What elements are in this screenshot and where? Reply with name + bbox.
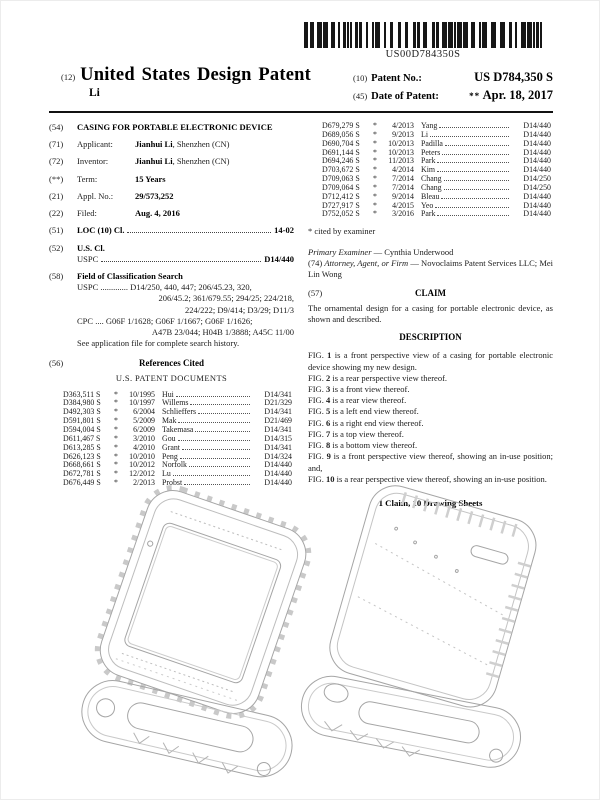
ref-examiner-star: * — [373, 182, 377, 192]
date-of-patent-value — [469, 86, 553, 104]
ref-date: 10/2010 — [129, 451, 155, 461]
inventor-name: Jianhui Li — [135, 156, 173, 167]
ref-date: 4/2013 — [392, 121, 414, 130]
description-heading: DESCRIPTION — [399, 332, 462, 343]
ref-inventor-name: Peng — [162, 451, 178, 461]
dotted-leader — [180, 458, 250, 459]
ref-inventor-name: Park — [421, 209, 436, 219]
figure-descriptions — [308, 350, 553, 485]
fig-text: is a front view thereof. — [332, 384, 410, 394]
ref-classification: D14/341 — [264, 424, 292, 434]
dotted-leader — [195, 431, 250, 432]
ref-inventor-name: Padilla — [421, 138, 443, 148]
dotted-leader — [178, 440, 250, 441]
loc-class-section — [49, 225, 294, 236]
references-cited-heading — [49, 358, 294, 370]
fig-prefix: FIG. — [308, 473, 324, 484]
ref-examiner-star: * — [373, 121, 377, 130]
ref-inventor-name: Lu — [162, 469, 171, 479]
ref-classification: D14/440 — [264, 460, 292, 470]
ref-inventor-name: Norfolk — [162, 460, 187, 470]
inid-code-51: (51) — [49, 225, 64, 236]
loc-value: 14-02 — [274, 225, 294, 236]
ref-patent-number: D363,511 S — [63, 389, 101, 399]
ref-classification: D14/440 — [523, 121, 551, 130]
dotted-leader — [101, 261, 261, 262]
ref-inventor-name: Grant — [162, 442, 180, 452]
search-history-note: See application file for complete search history. — [77, 338, 240, 349]
ref-classification: D14/315 — [264, 433, 292, 443]
primary-examiner-line — [308, 247, 553, 258]
fig-number: 4 — [325, 395, 331, 406]
dotted-leader — [437, 171, 509, 172]
inid-code-72: (72) — [49, 156, 64, 167]
ref-classification: D21/329 — [264, 398, 292, 408]
dotted-leader — [190, 404, 250, 405]
fig-number: 10 — [325, 473, 335, 484]
primary-examiner-name: — Cynthia Underwood — [373, 246, 454, 257]
applicant-location: , Shenzhen (CN) — [172, 139, 230, 150]
ref-examiner-star: * — [373, 156, 377, 166]
right-column — [308, 122, 553, 510]
term-value: 15 Years — [135, 173, 166, 184]
ref-inventor-name: Peters — [421, 147, 441, 157]
invention-title: CASING FOR PORTABLE ELECTRONIC DEVICE — [77, 122, 273, 132]
ref-patent-number: D752,052 S — [322, 209, 360, 219]
bibliographic-columns — [49, 122, 553, 510]
header-divider — [49, 111, 553, 113]
fig-text: is a left end view thereof. — [332, 406, 419, 417]
ref-date: 6/2004 — [133, 407, 155, 417]
ref-inventor-name: Probst — [162, 478, 183, 488]
us-cl-label: U.S. Cl. — [77, 242, 105, 253]
figure-description-line — [308, 350, 553, 372]
figure-description-line — [308, 440, 553, 451]
ref-patent-number: D676,449 S — [63, 478, 101, 488]
ref-date: 6/2009 — [133, 424, 155, 434]
ref-date: 10/2012 — [129, 460, 155, 470]
ref-classification: D14/440 — [523, 165, 551, 175]
ref-examiner-star: * — [373, 200, 377, 210]
ref-examiner-star: * — [114, 469, 118, 479]
cpc-search-line: A47B 23/044; H04B 1/3888; A45C 11/00 — [151, 327, 294, 338]
ref-date: 9/2014 — [392, 191, 414, 201]
dotted-leader — [442, 154, 509, 155]
ref-inventor-name: Chang — [421, 174, 442, 184]
claim-title: CLAIM — [415, 288, 446, 299]
inventor-location: , Shenzhen (CN) — [172, 156, 230, 167]
ref-inventor-name: Gou — [162, 433, 176, 443]
ref-patent-number: D492,303 S — [63, 407, 101, 417]
inid-code-58: (58) — [49, 270, 64, 281]
figure-description-line — [308, 384, 553, 395]
dotted-leader — [444, 180, 509, 181]
ref-classification: D14/440 — [523, 209, 551, 219]
ref-classification: D14/324 — [264, 451, 292, 461]
ref-examiner-star: * — [114, 451, 118, 461]
figure-description-line — [308, 418, 553, 429]
inid-code-45: (45) — [353, 91, 368, 102]
ref-inventor-name: Hui — [162, 389, 174, 399]
ref-patent-number: D613,285 S — [63, 442, 101, 452]
figure-description-line — [308, 373, 553, 384]
fig-prefix: FIG. — [308, 350, 324, 361]
fig-prefix: FIG. — [308, 395, 324, 406]
us-patent-documents-subtitle: U.S. PATENT DOCUMENTS — [115, 373, 228, 384]
ref-date: 11/2013 — [388, 156, 414, 166]
ref-patent-number: D709,063 S — [322, 174, 360, 184]
us-patent-documents-table-left — [49, 391, 294, 488]
ref-examiner-star: * — [373, 191, 377, 201]
ref-date: 3/2010 — [133, 433, 155, 443]
uspc-search-line: USPC ............. D14/250, 440, 447; 206/45.23, 320, — [77, 282, 252, 293]
fig-prefix: FIG. — [308, 440, 324, 451]
ref-date: 9/2013 — [392, 129, 414, 139]
claim-sheets-summary: 1 Claim, 10 Drawing Sheets — [378, 497, 483, 508]
ref-patent-number: D384,980 S — [63, 398, 101, 408]
ref-patent-number: D594,004 S — [63, 424, 101, 434]
inventor-section — [49, 156, 294, 167]
fig-prefix: FIG. — [308, 406, 324, 417]
ref-examiner-star: * — [114, 478, 118, 488]
fig-text: is a rear view thereof. — [332, 395, 407, 406]
ref-date: 3/2016 — [392, 209, 414, 219]
dotted-leader — [189, 466, 250, 467]
dotted-leader — [445, 145, 509, 146]
field-search-label: Field of Classification Search — [77, 270, 183, 281]
title-section — [49, 122, 294, 133]
ref-examiner-star: * — [373, 138, 377, 148]
dotted-leader — [437, 215, 509, 216]
ref-classification: D14/440 — [523, 147, 551, 157]
barcode-block — [303, 22, 543, 60]
ref-classification: D14/341 — [264, 389, 292, 399]
field-of-search-section — [49, 271, 294, 350]
inid-code-74: (74) — [308, 257, 323, 268]
figure-description-line — [308, 406, 553, 417]
ref-patent-number: D694,246 S — [322, 156, 360, 166]
ref-classification: D14/341 — [264, 442, 292, 452]
inid-code-22: (22) — [49, 208, 64, 219]
filed-value: Aug. 4, 2016 — [135, 208, 180, 219]
drawing-sheet-preview — [1, 496, 600, 800]
ref-classification: D14/440 — [264, 478, 292, 488]
filed-section — [49, 208, 294, 219]
fig-number: 8 — [325, 440, 331, 451]
attorney-label: Attorney, Agent, or Firm — [324, 257, 409, 268]
ref-date: 5/2009 — [133, 416, 155, 426]
ref-examiner-star: * — [114, 424, 118, 434]
ref-classification: D14/440 — [523, 191, 551, 201]
claim-text: The ornamental design for a casing for portable electronic device, as shown and described. — [308, 303, 553, 325]
ref-patent-number: D668,661 S — [63, 460, 101, 470]
fig-prefix: FIG. — [308, 372, 324, 383]
ref-inventor-name: Yang — [421, 121, 438, 130]
fig-text: is a rear perspective view thereof, showing an in-use position. — [336, 473, 547, 484]
term-label: Term: — [77, 173, 98, 184]
ref-examiner-star: * — [373, 174, 377, 184]
ref-date: 12/2012 — [129, 469, 155, 479]
barcode-text: US00D784350S — [385, 49, 461, 60]
ref-examiner-star: * — [373, 147, 377, 157]
loc-label: LOC (10) Cl. — [77, 225, 125, 236]
us-patent-documents-table-right — [308, 122, 553, 219]
ref-examiner-star: * — [114, 442, 118, 452]
left-column — [49, 122, 294, 510]
ref-inventor-name: Schlieffers — [162, 407, 197, 417]
fig-text: is a top view thereof. — [332, 428, 404, 439]
ref-date: 4/2010 — [133, 442, 155, 452]
attorney-firm: — Novoclaims Patent Services LLC; Mei Lin Wong — [308, 257, 554, 279]
term-extension-stars: ** — [469, 91, 481, 102]
fig-prefix: FIG. — [308, 384, 324, 394]
uspc-search-line: 224/222; D9/414; D3/29; D11/3 — [184, 304, 294, 315]
fig1-front-perspective-drawing — [73, 498, 313, 798]
ref-date: 4/2015 — [392, 200, 414, 210]
inid-code-10: (10) — [353, 73, 368, 83]
fig-number: 2 — [325, 372, 331, 383]
fig-prefix: FIG. — [308, 417, 324, 428]
page-header — [49, 65, 553, 104]
fig-text: is a front perspective view thereof, showing an in-use position; and, — [308, 451, 554, 473]
ref-inventor-name: Chang — [421, 182, 442, 192]
header-right — [353, 65, 553, 104]
applicant-section — [49, 139, 294, 150]
fig-number: 6 — [325, 417, 331, 428]
dotted-leader — [444, 189, 509, 190]
ref-inventor-name: Li — [421, 129, 429, 139]
uspc-search-line: 206/45.2; 361/679.55; 294/25; 224/218, — [158, 293, 294, 304]
dotted-leader — [437, 162, 509, 163]
fig-text: is a right end view thereof. — [332, 417, 424, 428]
dotted-leader — [182, 449, 250, 450]
dotted-leader — [176, 396, 250, 397]
applicant-name: Jianhui Li — [135, 139, 173, 150]
applicant-label: Applicant: — [77, 139, 113, 150]
inid-code-57: (57) — [308, 288, 323, 299]
cited-by-examiner-note: * cited by examiner — [308, 226, 376, 237]
ref-examiner-star: * — [114, 398, 118, 408]
dotted-leader — [430, 136, 509, 137]
cpc-search-line: CPC .... G06F 1/1628; G06F 1/1667; G06F 1/1626; — [77, 315, 253, 326]
ref-date: 10/2013 — [388, 138, 414, 148]
appl-no-value: 29/573,252 — [135, 190, 174, 201]
header-left — [49, 65, 311, 104]
fig-text: is a bottom view thereof. — [332, 440, 418, 451]
ref-inventor-name: Kim — [421, 165, 436, 175]
inid-code-52: (52) — [49, 242, 64, 253]
inid-code-56: (56) — [49, 357, 64, 368]
fig2-rear-perspective-drawing — [297, 498, 547, 798]
ref-classification: D14/440 — [523, 200, 551, 210]
ref-classification: D14/250 — [523, 174, 551, 184]
ref-date: 10/1995 — [129, 389, 155, 399]
ref-date: 4/2014 — [392, 165, 414, 175]
ref-examiner-star: * — [373, 165, 377, 175]
ref-classification: D21/469 — [264, 416, 292, 426]
inid-code-71: (71) — [49, 139, 64, 150]
patent-number: US D784,350 S — [474, 70, 553, 84]
ref-patent-number: D690,704 S — [322, 138, 360, 148]
ref-examiner-star: * — [114, 389, 118, 399]
figure-description-line — [308, 451, 553, 473]
fig-number: 1 — [327, 350, 332, 361]
ref-inventor-name: Park — [421, 156, 436, 166]
claim-heading — [308, 288, 553, 300]
fig-prefix: FIG. — [308, 451, 324, 462]
term-section — [49, 174, 294, 185]
ref-patent-number: D709,064 S — [322, 182, 360, 192]
ref-patent-number: D591,801 S — [63, 416, 101, 426]
barcode-bars — [304, 22, 542, 48]
patent-reference-row — [308, 210, 553, 219]
ref-patent-number: D727,917 S — [322, 200, 360, 210]
ref-patent-number: D712,412 S — [322, 191, 360, 201]
inid-code-21: (21) — [49, 190, 64, 201]
dotted-leader — [178, 422, 250, 423]
ref-classification: D14/440 — [523, 129, 551, 139]
ref-patent-number: D626,123 S — [63, 451, 101, 461]
inid-code-term: (**) — [49, 173, 64, 184]
fig-prefix: FIG. — [308, 428, 324, 439]
attorney-line — [308, 258, 553, 280]
dotted-leader — [441, 198, 509, 199]
us-class-section — [49, 243, 294, 265]
ref-patent-number: D679,279 S — [322, 121, 360, 130]
ref-examiner-star: * — [114, 460, 118, 470]
patent-date: Apr. 18, 2017 — [482, 88, 553, 103]
ref-patent-number: D689,056 S — [322, 129, 360, 139]
ref-inventor-name: Willems — [162, 398, 189, 408]
patent-type-title: United States Design Patent — [80, 65, 311, 85]
ref-date: 10/1997 — [129, 398, 155, 408]
ref-patent-number: D703,672 S — [322, 165, 360, 175]
ref-examiner-star: * — [114, 433, 118, 443]
inventor-surname: Li — [89, 87, 100, 99]
fig-text: is a front perspective view of a casing for portable electronic device showing my new design. — [308, 350, 554, 372]
figure-description-line — [308, 429, 553, 440]
inventor-label: Inventor: — [77, 156, 109, 167]
figure-description-line — [308, 474, 553, 485]
filed-label: Filed: — [77, 208, 97, 219]
primary-examiner-label: Primary Examiner — [308, 246, 372, 257]
fig-number: 9 — [326, 451, 331, 462]
ref-examiner-star: * — [114, 416, 118, 426]
ref-examiner-star: * — [373, 209, 377, 219]
fig-text: is a rear perspective view thereof. — [332, 372, 448, 383]
dotted-leader — [184, 484, 250, 485]
fig-number: 3 — [325, 384, 331, 394]
patent-no-label: Patent No.: — [371, 73, 422, 84]
ref-examiner-star: * — [373, 129, 377, 139]
ref-inventor-name: Takemasa — [162, 424, 194, 434]
dotted-leader — [127, 232, 271, 233]
ref-patent-number: D672,781 S — [63, 469, 101, 479]
fig-number: 7 — [325, 428, 331, 439]
ref-date: 7/2014 — [392, 174, 414, 184]
ref-examiner-star: * — [114, 407, 118, 417]
ref-classification: D14/250 — [523, 182, 551, 192]
references-cited-title: References Cited — [138, 357, 205, 368]
ref-classification: D14/341 — [264, 407, 292, 417]
ref-inventor-name: Bleau — [421, 191, 440, 201]
ref-date: 2/2013 — [133, 478, 155, 488]
dotted-leader — [435, 207, 509, 208]
fig-number: 5 — [325, 406, 331, 417]
date-of-patent-label: Date of Patent: — [371, 91, 439, 103]
dotted-leader — [439, 127, 509, 128]
ref-patent-number: D611,467 S — [63, 433, 101, 443]
application-number-section — [49, 191, 294, 202]
appl-no-label: Appl. No.: — [77, 190, 114, 201]
dotted-leader — [173, 475, 250, 476]
inid-code-12: (12) — [61, 72, 76, 82]
ref-date: 10/2013 — [388, 147, 414, 157]
ref-patent-number: D691,144 S — [322, 147, 360, 157]
uspc-value: D14/440 — [264, 253, 294, 264]
figure-description-line — [308, 395, 553, 406]
ref-classification: D14/440 — [523, 138, 551, 148]
dotted-leader — [198, 413, 250, 414]
ref-inventor-name: Mak — [162, 416, 177, 426]
ref-classification: D14/440 — [523, 156, 551, 166]
ref-classification: D14/440 — [264, 469, 292, 479]
ref-inventor-name: Yeo — [421, 200, 434, 210]
uspc-label: USPC — [77, 253, 99, 264]
ref-date: 7/2014 — [392, 182, 414, 192]
inid-code-54: (54) — [49, 122, 64, 132]
